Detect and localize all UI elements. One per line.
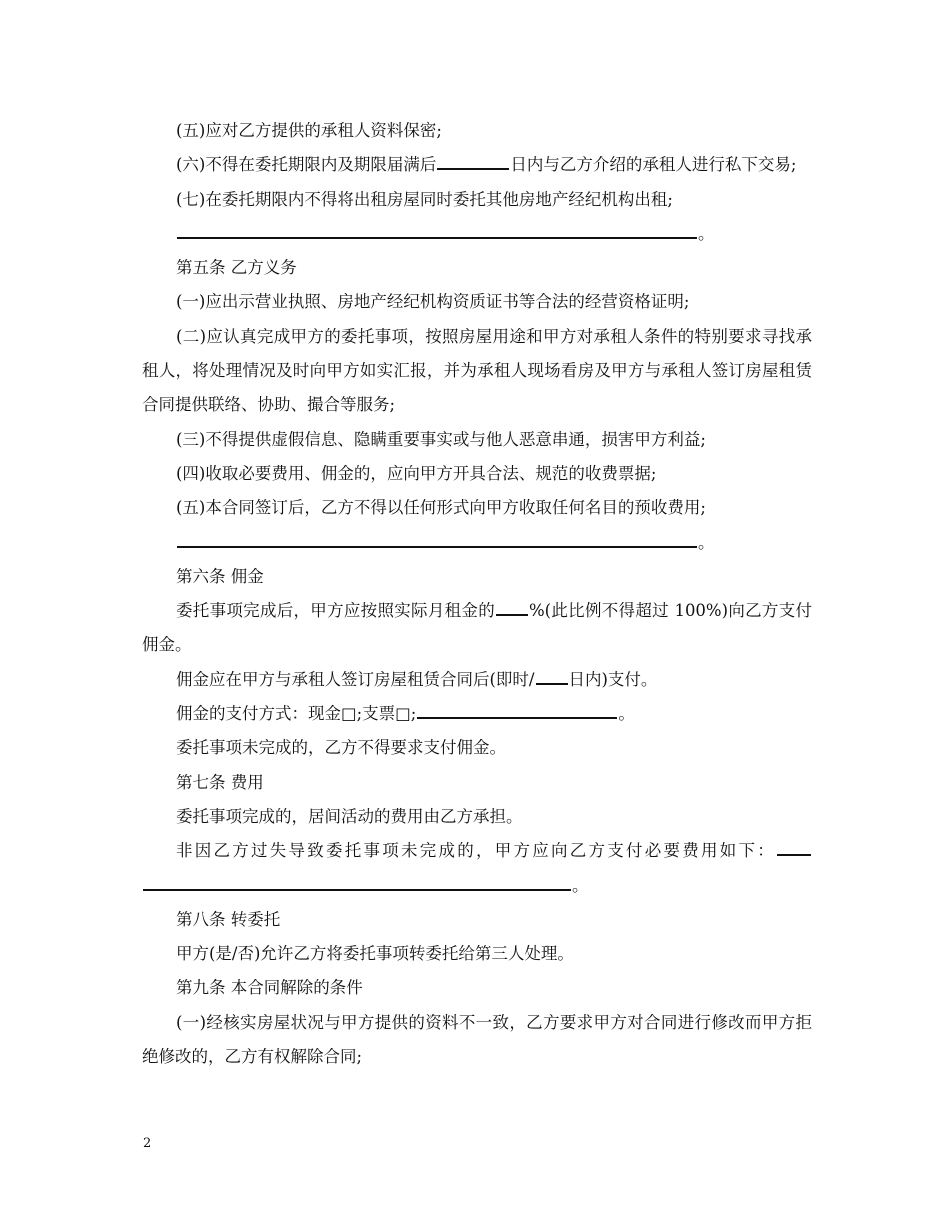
article-heading: 第八条 转委托 <box>176 909 281 929</box>
fill-blank <box>777 840 811 856</box>
clause-line: 委托事项完成后，甲方应按照实际月租金的 %(此比例不得超过 100%)向乙方支付佣金。 <box>142 601 812 655</box>
clause-line: 甲方(是/否)允许乙方将委托事项转委托给第三人处理。 <box>176 944 574 964</box>
article-heading: 第九条 本合同解除的条件 <box>176 978 363 998</box>
fill-blank <box>177 532 697 548</box>
fill-blank <box>496 600 528 616</box>
fill-blank <box>417 703 617 719</box>
clause-line: (五)应对乙方提供的承租人资料保密; <box>176 121 442 140</box>
clause-line: (二)应认真完成甲方的委托事项，按照房屋用途和甲方对承租人条件的特别要求寻找承租人，将处理情况及时向甲方如实汇报，并为承租人现场看房及甲方与承租人签订房屋租赁合同提供联络、协助、撮合等服务; <box>142 326 812 415</box>
blank-line: 。 <box>142 526 812 560</box>
clause-line: (五)本合同签订后，乙方不得以任何形式向甲方收取任何名目的预收费用; <box>176 498 706 518</box>
clause-line: 非因乙方过失导致委托事项未完成的，甲方应向乙方支付必要费用如下：。 <box>142 834 812 903</box>
clause-line: 委托事项完成的，居间活动的费用由乙方承担。 <box>176 806 523 826</box>
clause-line: 佣金的支付方式：现金□;支票□; 。 <box>176 704 635 724</box>
clause-line: (一)应出示营业执照、房地产经纪机构资质证书等合法的经营资格证明; <box>176 292 690 312</box>
clause-line: (六)不得在委托期限内及期限届满后 日内与乙方介绍的承租人进行私下交易; <box>176 155 797 175</box>
fill-blank <box>143 875 571 891</box>
clause-line: (一)经核实房屋状况与甲方提供的资料不一致，乙方要求甲方对合同进行修改而甲方拒绝修改的，乙方有权解除合同; <box>142 1012 812 1067</box>
fill-blank <box>536 669 568 685</box>
clause-line: 佣金应在甲方与承租人签订房屋租赁合同后(即时/ 日内)支付。 <box>176 669 658 689</box>
article-heading: 第五条 乙方义务 <box>176 258 297 278</box>
clause-line: (七)在委托期限内不得将出租房屋同时委托其他房地产经纪机构出租; <box>176 189 673 209</box>
article-heading: 第六条 佣金 <box>176 566 264 586</box>
article-heading: 第七条 费用 <box>176 772 264 792</box>
fill-blank <box>177 223 697 239</box>
clause-line: (四)收取必要费用、佣金的，应向甲方开具合法、规范的收费票据; <box>176 463 657 483</box>
clause-line: (三)不得提供虚假信息、隐瞒重要事实或与他人恶意串通，损害甲方利益; <box>176 429 706 449</box>
page-number: 2 <box>143 1136 152 1151</box>
clause-line: 委托事项未完成的，乙方不得要求支付佣金。 <box>176 738 506 758</box>
blank-line: 。 <box>142 217 812 251</box>
document-body <box>142 114 812 1074</box>
fill-blank <box>437 154 509 170</box>
